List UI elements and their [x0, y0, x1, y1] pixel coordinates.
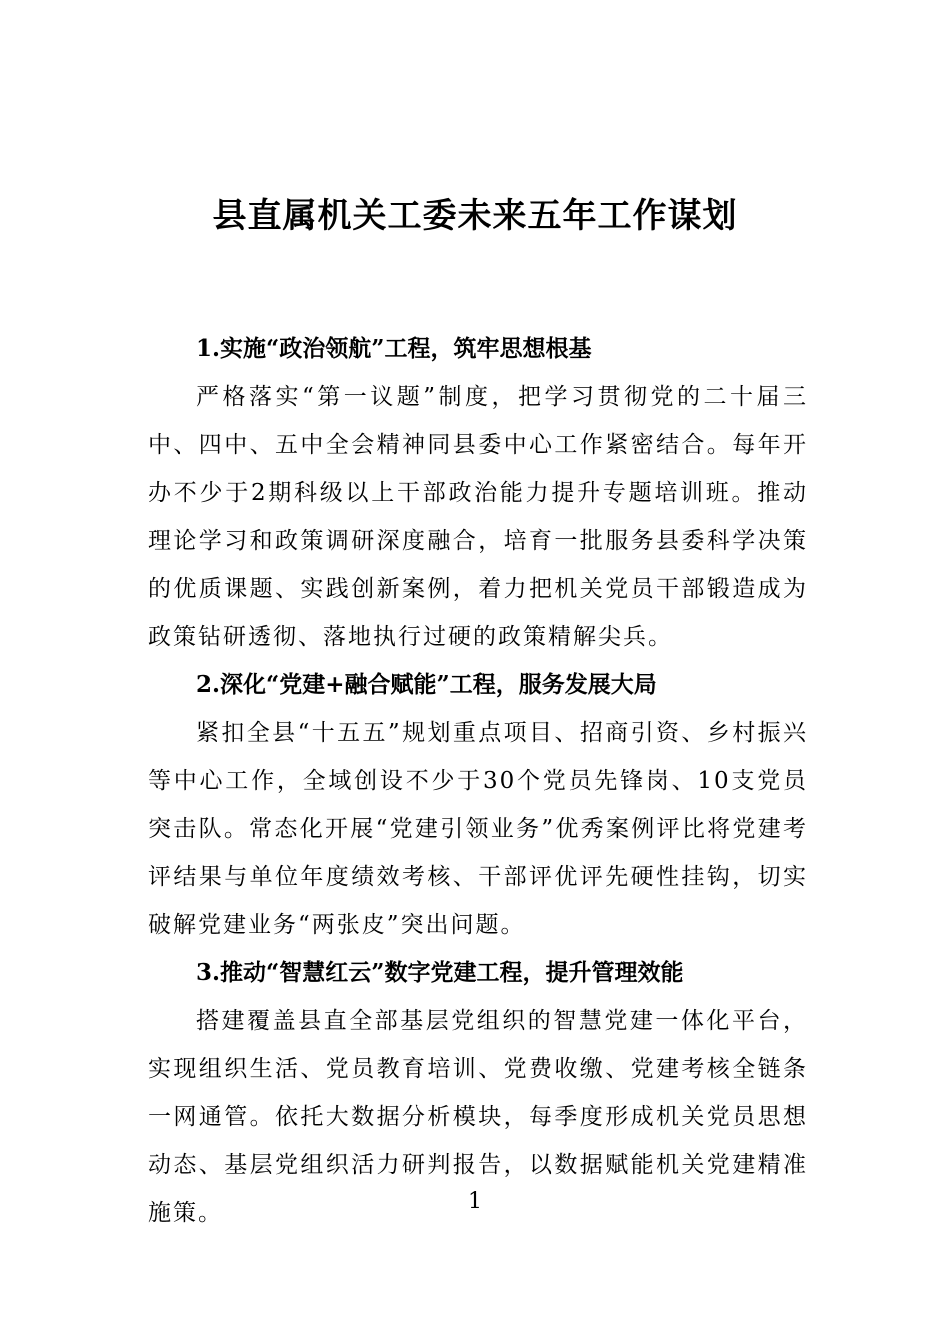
document-title: 县直属机关工委未来五年工作谋划 — [212, 196, 738, 236]
section-paragraph: 紧扣全县“十五五”规划重点项目、招商引资、乡村振兴等中心工作，全域创设不少于30个党员先锋岗、10支党员突击队。常态化开展“党建引领业务”优秀案例评比将党建考评结果与单位年度绩效考核、干部评优评先硬性挂钩，切实破解党建业务“两张皮”突出问题。 — [148, 720, 808, 938]
section-2 — [148, 661, 808, 949]
section-heading: 3.推动“智慧红云”数字党建工程，提升管理效能 — [196, 959, 684, 986]
document-body — [148, 325, 808, 1237]
section-1 — [148, 325, 808, 661]
section-heading: 2.深化“党建+融合赋能”工程，服务发展大局 — [196, 671, 657, 698]
section-heading: 1.实施“政治领航”工程，筑牢思想根基 — [196, 335, 592, 362]
page-number: 1 — [468, 1189, 482, 1214]
section-paragraph: 严格落实“第一议题”制度，把学习贯彻党的二十届三中、四中、五中全会精神同县委中心工作紧密结合。每年开办不少于2期科级以上干部政治能力提升专题培训班。推动理论学习和政策调研深度融合，培育一批服务县委科学决策的优质课题、实践创新案例，着力把机关党员干部锻造成为政策钻研透彻、落地执行过硬的政策精解尖兵。 — [148, 384, 808, 650]
section-paragraph: 搭建覆盖县直全部基层党组织的智慧党建一体化平台，实现组织生活、党员教育培训、党费收缴、党建考核全链条一网通管。依托大数据分析模块，每季度形成机关党员思想动态、基层党组织活力研判报告，以数据赋能机关党建精准施策。 — [148, 1008, 808, 1226]
